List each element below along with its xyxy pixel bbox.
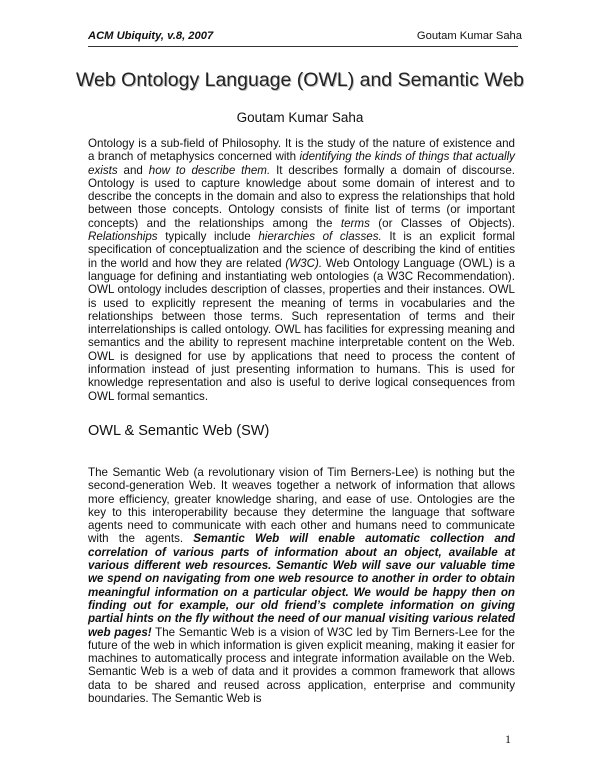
- abstract-emphasis: hierarchies of classes.: [258, 230, 382, 244]
- running-header-author: Goutam Kumar Saha: [416, 30, 522, 42]
- abstract-emphasis: how to describe them.: [148, 163, 271, 177]
- section-bold-text: Semantic Web will enable automatic collection and correlation of various parts of information about an object, available at various different web resources. Semantic Web will save our valuable time we spend on navigating from one web resource to another in order to obtain meaningful information on a particular object. We would be happy then on finding out for example, our old friend’s complete information on giving partial hints on the fly without the need of our manual visiting various related web pages!: [88, 532, 515, 639]
- section-heading: OWL & Semantic Web (SW): [88, 423, 270, 439]
- abstract-emphasis: terms: [340, 216, 370, 230]
- header-rule: [88, 46, 518, 47]
- section-text: The Semantic Web (a revolutionary vision of Tim Berners-Lee) is nothing but the second-generation Web. It weaves together a network of information that allows more efficiency, greater knowledge sharing, and ease of use. Ontologies are the key to this interoperability because they determine the language that software agents need to communicate with each other and humans need to communicate with the agents.: [88, 466, 515, 546]
- paper-author: Goutam Kumar Saha: [236, 110, 364, 125]
- abstract-text: It describes formally a domain of discourse. Ontology is used to capture knowledge about some domain of interest and to describe the concepts in the domain and also to express the relationships that hold between those concepts. Ontology consists of finite list of terms (or important concepts) and the relationships among the: [88, 163, 516, 230]
- abstract-text: and: [117, 163, 149, 177]
- abstract-text: Web Ontology Language (OWL) is a language for defining and instantiating web ontologies (a W3C Recommendation). OWL ontology includes description of classes, properties and their instances. OWL is used to explicitly represent the meaning of terms in vocabularies and the relationships between those terms. Such representation of terms and their interrelationships is called ontology. OWL has facilities for expressing meaning and semantics and the ability to represent machine interpretable content on the Web. OWL is designed for use by applications that need to process the content of information instead of just presenting information to humans. This is used for knowledge representation and also is useful to derive logical consequences from OWL formal semantics.: [88, 256, 515, 403]
- abstract-text: (or Classes of Objects).: [369, 216, 515, 230]
- abstract-paragraph: [88, 137, 515, 403]
- abstract-emphasis: identifying the kinds of things that actually exists: [88, 150, 515, 177]
- abstract-text: It is an explicit formal specification of conceptualization and the science of describing the kind of entities in the world and how they are related: [88, 230, 516, 270]
- paper-title: Web Ontology Language (OWL) and Semantic Web: [75, 69, 525, 91]
- section-paragraph: [88, 466, 515, 705]
- abstract-emphasis: (W3C).: [285, 256, 323, 270]
- section-text: The Semantic Web is a vision of W3C led by Tim Berners-Lee for the future of the web in which information is given explicit meaning, making it easier for machines to automatically process and integrate information available on the Web. Semantic Web is a web of data and it provides a common framework that allows data to be shared and reused across application, enterprise and community boundaries. The Semantic Web is: [88, 625, 515, 706]
- page-number: 1: [505, 732, 511, 746]
- abstract-emphasis: Relationships: [88, 230, 158, 244]
- abstract-text: typically include: [157, 230, 259, 244]
- abstract-text: Ontology is a sub-field of Philosophy. It is the study of the nature of existence and a branch of metaphysics concerned with: [88, 137, 515, 164]
- running-header-journal: ACM Ubiquity, v.8, 2007: [88, 30, 214, 42]
